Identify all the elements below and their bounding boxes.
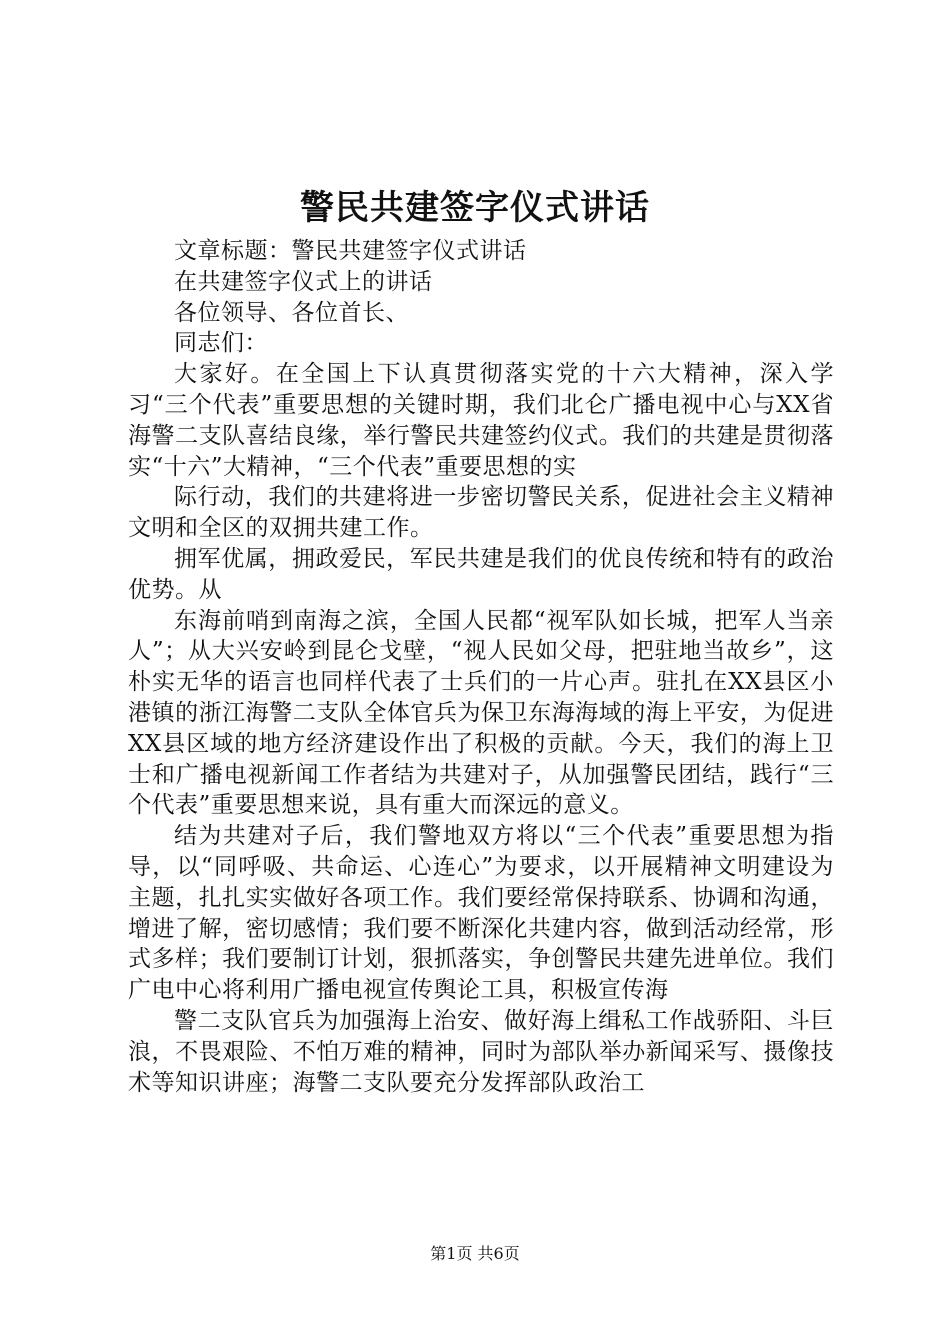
paragraph: 拥军优属，拥政爱民，军民共建是我们的优良传统和特有的政治优势。从 [128, 545, 834, 603]
paragraph: 警二支队官兵为加强海上治安、做好海上缉私工作战骄阳、斗巨浪，不畏艰险、不怕万难的精神，同时为部队举办新闻采写、摄像技术等知识讲座；海警二支队要充分发挥部队政治工 [128, 1007, 834, 1096]
document-body [128, 236, 834, 1098]
paragraph-article-title: 文章标题：警民共建签字仪式讲话 [174, 238, 527, 264]
paragraph: 大家好。在全国上下认真贯彻落实党的十六大精神，深入学习“三个代表”重要思想的关键时期，我们北仑广播电视中心与XX省海警二支队喜结良缘，举行警民共建签约仪式。我们的共建是贯彻落实“十六”大精神，“三个代表”重要思想的实 [128, 361, 834, 480]
paragraph: 东海前哨到南海之滨，全国人民都“视军队如长城，把军人当亲人”；从大兴安岭到昆仑戈壁，“视人民如父母，把驻地当故乡”，这朴实无华的语言也同样代表了士兵们的一片心声。驻扎在XX县区小港镇的浙江海警二支队全体官兵为保卫东海海域的海上平安，为促进XX县区域的地方经济建设作出了积极的贡献。今天，我们的海上卫士和广播电视新闻工作者结为共建对子，从加强警民团结，践行“三个代表”重要思想来说，具有重大而深远的意义。 [128, 607, 834, 819]
paragraph-salutation-leaders: 各位领导、各位首长、 [174, 299, 409, 326]
paragraph-speech-heading: 在共建签字仪式上的讲话 [174, 268, 433, 295]
paragraph: 结为共建对子后，我们警地双方将以“三个代表”重要思想为指导，以“同呼吸、共命运、心连心”为要求，以开展精神文明建设为主题，扎扎实实做好各项工作。我们要经常保持联系、协调和沟通，增进了解，密切感情；我们要不断深化共建内容，做到活动经常，形式多样；我们要制订计划，狠抓落实，争创警民共建先进单位。我们广电中心将利用广播电视宣传舆论工具，积极宣传海 [128, 823, 834, 1004]
page-indicator: 第1页 共6页 [430, 1244, 520, 1263]
paragraph-salutation-comrades: 同志们： [174, 330, 268, 357]
document-title: 警民共建签字仪式讲话 [300, 188, 650, 228]
paragraph: 际行动，我们的共建将进一步密切警民关系，促进社会主义精神文明和全区的双拥共建工作。 [128, 484, 834, 542]
